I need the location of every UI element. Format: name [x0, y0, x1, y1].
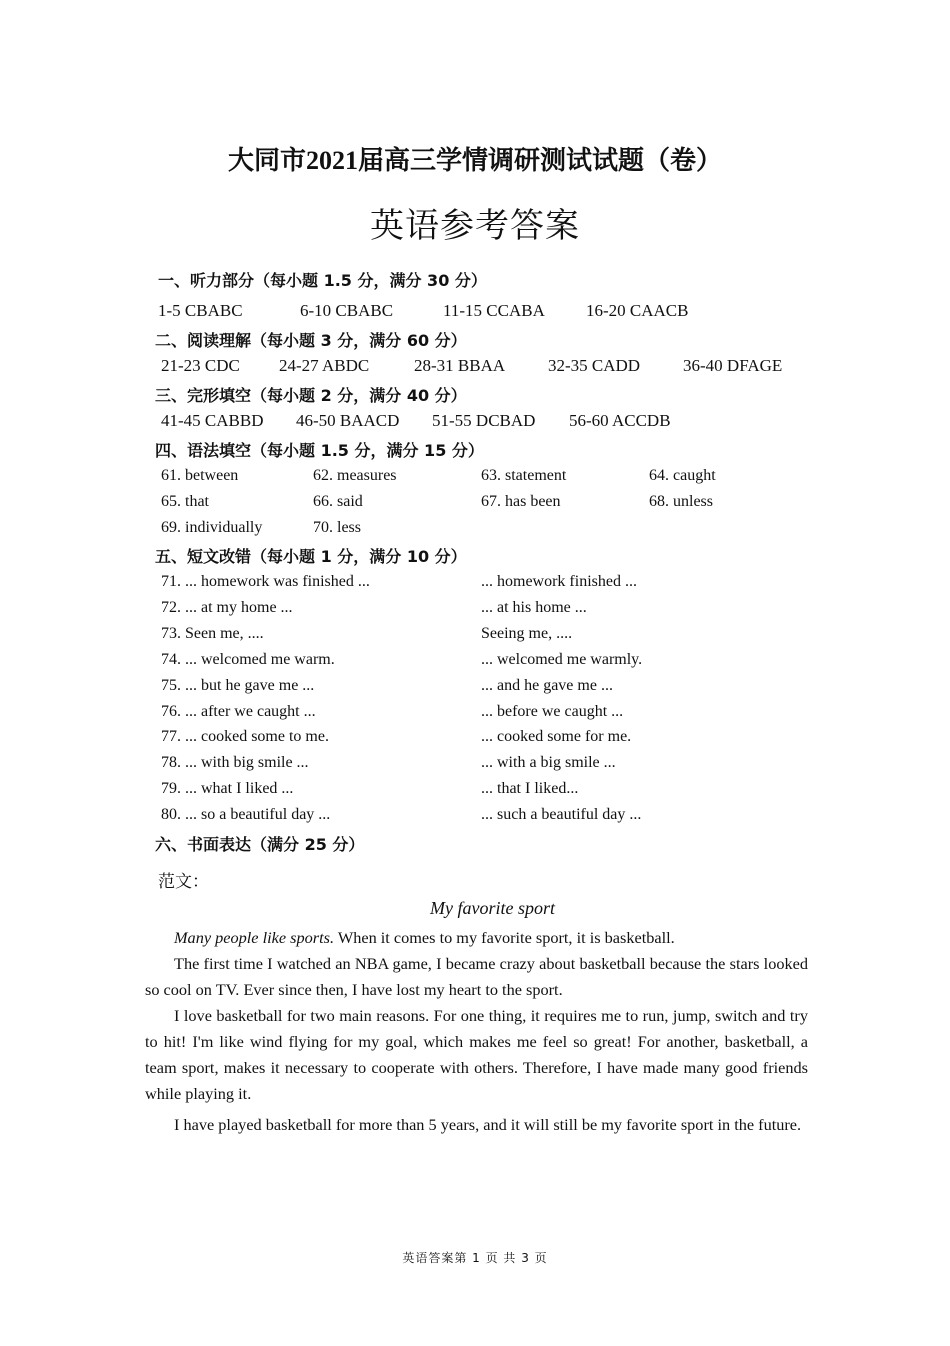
sample-essay-label: 范文： [158, 872, 209, 892]
answer-item: 63. statement [481, 467, 567, 484]
section-heading-error-correction: 五、短文改错（每小题 1 分，满分 10 分） [155, 547, 467, 566]
essay-paragraph: I have played basketball for more than 5 years, and it will still be my favorite sport in the future. [174, 1115, 802, 1134]
answer-item: 61. between [161, 467, 239, 484]
correction-fixed: ... that I liked... [481, 780, 579, 798]
correction-fixed: ... before we caught ... [481, 702, 624, 720]
answer-item: 56-60 ACCDB [569, 411, 671, 430]
essay-paragraph: I love basketball for two main reasons. For one thing, it requires me to run, jump, switch and try to hit! I'm like wind flying for my goal, which makes me feel so great! For another, basketball, a team sport, makes it necessary to cooperate with others. Therefore, I have made many good friends while playing it. [145, 1006, 808, 1103]
answer-item: 62. measures [313, 467, 397, 484]
correction-original: 72. ... at my home ... [161, 598, 293, 616]
answer-item: 32-35 CADD [548, 356, 641, 375]
answer-item: 41-45 CABBD [161, 411, 264, 430]
correction-original: 71. ... homework was finished ... [161, 573, 370, 590]
answer-item: 65. that [161, 493, 209, 510]
section-heading-listening: 一、听力部分（每小题 1.5 分，满分 30 分） [158, 271, 487, 290]
answer-item: 51-55 DCBAD [432, 411, 536, 430]
correction-original: 77. ... cooked some to me. [161, 728, 329, 746]
section-heading-reading: 二、阅读理解（每小题 3 分，满分 60 分） [155, 331, 467, 350]
essay-intro-rest: When it comes to my favorite sport, it is basketball. [334, 928, 675, 947]
essay-intro-italic: Many people like sports. [174, 928, 335, 947]
correction-fixed: ... with a big smile ... [481, 754, 616, 772]
section-heading-grammar: 四、语法填空（每小题 1.5 分，满分 15 分） [155, 441, 484, 460]
correction-original: 78. ... with big smile ... [161, 754, 309, 772]
answer-item: 1-5 CBABC [158, 301, 243, 320]
essay-title: My favorite sport [430, 898, 555, 918]
correction-original: 80. ... so a beautiful day ... [161, 806, 331, 824]
answer-item: 68. unless [649, 493, 713, 510]
essay-paragraph [145, 925, 808, 951]
answer-item: 6-10 CBABC [300, 301, 394, 320]
correction-fixed: ... and he gave me ... [481, 676, 613, 694]
answer-item: 69. individually [161, 519, 263, 536]
correction-fixed: ... welcomed me warmly. [481, 650, 643, 668]
correction-original: 76. ... after we caught ... [161, 702, 316, 720]
correction-fixed: ... cooked some for me. [481, 728, 632, 746]
correction-fixed: Seeing me, .... [481, 624, 573, 642]
answer-item: 64. caught [649, 467, 716, 484]
correction-original: 79. ... what I liked ... [161, 780, 294, 798]
answer-item: 16-20 CAACB [586, 301, 689, 320]
correction-original: 73. Seen me, .... [161, 624, 264, 642]
correction-fixed: ... at his home ... [481, 598, 587, 616]
correction-fixed: ... such a beautiful day ... [481, 806, 642, 824]
answer-item: 21-23 CDC [161, 356, 240, 375]
correction-original: 75. ... but he gave me ... [161, 676, 315, 694]
page-footer: 英语答案第 1 页 共 3 页 [402, 1251, 548, 1265]
section-heading-cloze: 三、完形填空（每小题 2 分，满分 40 分） [155, 386, 467, 405]
answer-item: 28-31 BBAA [414, 356, 506, 375]
answer-item: 46-50 BAACD [296, 411, 400, 430]
answer-item: 67. has been [481, 493, 561, 510]
correction-original: 74. ... welcomed me warm. [161, 650, 335, 668]
essay-paragraph: The first time I watched an NBA game, I became crazy about basketball because the stars looked so cool on TV. Ever since then, I have lost my heart to the sport. [145, 954, 808, 999]
section-heading-writing: 六、书面表达（满分 25 分） [155, 835, 365, 854]
answer-item: 66. said [313, 493, 363, 510]
correction-fixed: ... homework finished ... [481, 573, 637, 590]
page-subtitle: 英语参考答案 [370, 208, 580, 245]
essay-body [145, 925, 808, 1138]
answer-item: 70. less [313, 519, 361, 536]
answer-item: 11-15 CCABA [443, 301, 545, 320]
answer-item: 24-27 ABDC [279, 356, 370, 375]
page-title: 大同市2021届高三学情调研测试试题（卷） [227, 146, 722, 175]
answer-item: 36-40 DFAGE [683, 356, 783, 375]
